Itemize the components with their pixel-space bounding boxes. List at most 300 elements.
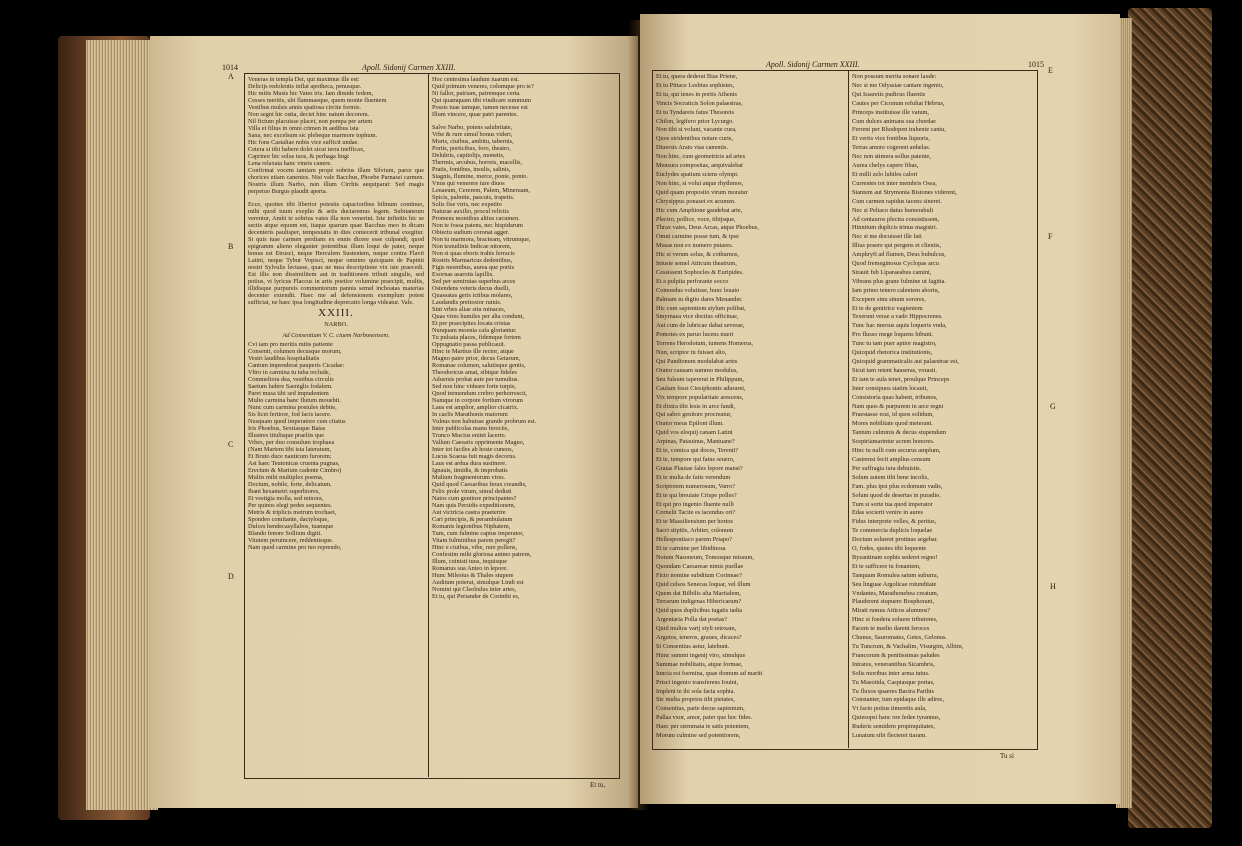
verse-line: Qui Pandionum modulabat artes [656,358,738,365]
verse-line: Non si quas eboris trahis ferracis [432,250,515,257]
verse-line: Quod fremeginosus Cyclopas arcu [852,260,939,268]
verse-line: Et te sufficere tu fonantem, [852,562,921,570]
verse-line: Argentaria Polla dat poetas? [656,616,728,624]
verse-line: Et te, comica qui doces, Terenti? [656,447,739,455]
verse-line: Tantum culminis & decus stupendum [852,429,947,437]
left-page-number: 1014 [222,63,238,72]
verse-line: Illum vincere, quae patri parentes. [432,111,519,118]
margin-letter-a: A [228,72,234,81]
verse-line: Et qui pro ingenio fluente nulli [656,500,734,508]
verse-line: Nomini qui Cleobulus inter artes, [432,586,517,593]
verse-line: Hinc si foedera soluere tributores, [852,616,938,624]
verse-line: Cantum impenderat pauperis Cicadae: [248,362,345,369]
verse-line: Vincis Socraticis Solon palaestras, [656,99,743,107]
verse-line: Inter consipuos statim locauit, [852,384,928,392]
verse-block [432,124,616,600]
verse-line: Nam quis Persidis expeditionem, [432,502,516,509]
verse-line: Solum autem tibi bene incolis, [852,473,929,481]
verse-line: Mirati rumus Atticos alumnos? [852,607,931,615]
verse-line: Nec si Peliaco datus humerabuli [852,206,934,214]
verse-line: Erectum & Marium cadente Cimbro) [248,467,342,474]
verse-line: Diuersis Arato vias canentis. [656,144,729,152]
verse-line: Iam primo tenero calentem abortu, [852,286,940,294]
verse-line: Hic fons Castaliae nobis vice sufficit undae. [248,139,359,146]
verse-line: Tu pulsata places, fidemque fortem [432,334,521,341]
verse-line: Non tibi si volunt, vacante cura, [656,126,737,134]
verse-line: Praestasse essi, id quos solidum, [852,411,934,419]
verse-line: Qui sabro genitore procreatur, [656,411,732,419]
verse-line: Omni carmine posse tum, & ipse [656,233,739,241]
verse-line: Et a pulpita perforante socco [656,277,729,285]
verse-line: Consentius, parte decus sapientum, [656,705,745,713]
verse-line: Vitam fulminibus parem peregit? [432,537,516,544]
verse-line: Nunc cum carmina postules debite, [248,404,337,411]
verse-line: Hic mitis Musis hic Vates iris. Iam dimide fedem, [248,90,374,97]
verse-line: Inter tot faciles ab hoste cuneos, [432,446,514,453]
verse-line: Solis moribus inter arma tutus. [852,669,930,677]
verse-line: Iris Phoebus, Sextiasque Baias [248,425,326,432]
verse-line: Rostris Marmaricus dedentibus, [432,257,513,264]
verse-line: Tanquam Romulea satum suburra, [852,571,939,579]
section-number: XXIII. [318,307,354,319]
verse-line: Iniuste semel Atticum theatrum, [656,260,737,268]
verse-line: Romanae columen, salutisque gentis, [432,362,526,369]
verse-line: Exornas asarotis lapillis. [432,271,494,278]
verse-line: Argutos, teneros, graues, dicaces? [656,634,742,642]
verse-line: Non possum merita sonare laude: [852,73,937,80]
verse-line: Saetum ludere Saeniglis fodalem. [248,383,333,390]
verse-line: Vestibus mulsis annis spatiosa circite formis. [248,104,361,111]
verse-line: Quid quos duplicibus iugatis tadia [656,607,743,615]
verse-line: Per quinos elegi pedes sequentes. [248,502,333,509]
verse-line: Confestim mihi gloriosa animo patrem, [432,551,532,558]
right-column-rule [848,70,849,748]
verse-line: Hinc te Martius ille rector, atque [432,348,514,355]
verse-block [852,73,1034,741]
verse-line: Et vertis vice fontibus liquoris, [852,135,930,143]
verse-line: Hellespontiaco parem Priapo? [656,536,732,544]
verse-block [656,73,846,741]
margin-letter-c: C [228,440,234,449]
verse-line: Illius posere qui pergens et clientis, [852,242,942,250]
verse-line: Nam quos & purpurem in arce regni [852,402,944,410]
margin-letter-f: F [1048,232,1053,241]
verse-line: Stantem aut Strymonia Bistones viderent, [852,188,957,196]
verse-line: Magno patre prior, decus Getarum, [432,355,521,362]
verse-line: Constanter, tum epidaque ille adires, [852,696,945,704]
verse-line: Quid multos varij styli retexam, [656,625,737,633]
verse-line: Et iam te aula tenet, proulque Princeps [852,375,950,383]
verse-block [248,341,424,551]
verse-line: Paret musa tibi sed impudentem [248,390,329,397]
verse-line: Pomotes ex paruo lucens nueri [656,331,734,339]
verse-line: Vndantes, Marathonebea creatum, [852,589,939,597]
verse-line: Quos stridentibus notare curis, [656,135,733,143]
verse-line: Lena relaxata hanc vineis canere. [248,160,332,167]
verse-line: Gratas Plautae fales lepore mansi? [656,464,743,472]
verse-line: Morum culmine sed potentiorem, [656,732,741,740]
verse-line: Quid vos eloquij canam Latini [656,429,733,437]
verse-line: Byzantinam sophis sederet regno! [852,553,938,561]
verse-line: Ignauis, timidis, & improbatis [432,467,508,474]
verse-line: Vestri laudibus hospitalitatis [248,355,320,362]
margin-letter-g: G [1050,402,1056,411]
verse-line: Implent te ibi sola facta sophia. [656,687,736,695]
verse-line: Smyrnaea vice doctius officinae, [656,313,739,321]
verse-line: Aut victricia castra praeterire [432,509,506,516]
margin-letter-d: D [228,572,234,581]
verse-line: Solis fise viris, nec expetito [432,201,502,208]
verse-line: Illum, cuinisti tuus, inquisque [432,558,508,565]
verse-line: Aduersis probat aute per tumultus. [432,376,519,383]
left-column-rule [428,73,429,777]
verse-line: Castrensi fecit amplius censum [852,455,931,463]
verse-line: Ni fallor, patriam, patremque certa. [432,90,521,97]
verse-line: Non hinc, si volui atque rhythmos, [656,179,744,187]
verse-line: Nil fictum placuisse placet, non pompa per artem [248,118,373,125]
verse-line: Non te fossa patens, nec hispidarum [432,222,523,229]
verse-line: Quas vires humiles per alta condunt, [432,313,524,320]
verse-line: Per suffragia iura debuistis. [852,464,922,472]
verse-line: Nec si me Odyssiae cantare ingenio, [852,81,944,89]
verse-line: Pro flusso mege loquens bibunt. [852,331,933,339]
verse-line: Cesses meritis, ubi flammaeque, quem monte fluentem [248,97,387,104]
verse-line: Hoc centesima laudum iuarum est. [432,76,520,83]
verse-line: (Nam Martem tibi ista lateratum, [248,446,332,453]
verse-line: Non segni hic ostia, deciet hinc natum decorem. [248,111,370,118]
verse-line: Laus est amplior, amplior cicatrix. [432,404,519,411]
verse-line: Lenaeum, Cererem, Palem, Mineruam, [432,187,531,194]
verse-line: Ad centauros plectra consistissem, [852,215,940,223]
verse-line: Chrysippus ponaset ex acumen. [656,197,736,205]
verse-line: Salve Narbo, potens salubritate, [432,124,513,131]
verse-line: Et dixtra tibi lesis in arce fandi, [656,402,736,410]
verse-line: Stagnis, flumine, merce, ponte, ponto. [432,173,529,180]
verse-line: Aurea chelys capere fibas, [852,162,919,170]
verse-line: Cornelii Tacite es tacendus ori? [656,509,736,517]
verse-line: Laudandis pretiosior ruinis. [432,299,502,306]
verse-line: Commeliora dea, vestibus circulis [248,376,334,383]
verse-line: Consistoria quas habent, tribunos, [852,393,938,401]
verse-line: Quod tremendum crebro perhorrescit, [432,390,528,397]
verse-line: Et te Massiliensium per hortos [656,518,733,526]
verse-line: Metris & triplicis metrum trochaei, [248,509,337,516]
verse-line: Figis moenibus, aurea que portis [432,264,515,271]
right-page-number: 1015 [1028,60,1044,69]
verse-line: Vulnus non habuisse grande probrum est. [432,418,537,425]
verse-line: Pratis, fontibus, insulis, salinis, [432,166,511,173]
verse-line: Vrbe & rure simul bonus videri, [432,131,513,138]
verse-line: Vnus qui venerere iure diuos [432,180,505,187]
verse-line: Ficto nomine subditum Corinnae? [656,571,742,579]
verse-line: Cum dulces animans sua chordae [852,117,936,125]
verse-line: Quid primum veneres, columque pro te? [432,83,534,90]
verse-line: Naturae auxilio, procul relictis [432,208,509,215]
verse-line: Vltro in carmina tu tuba reclude, [248,369,331,376]
verse-line: Prisci ingenio transferens Iouini, [656,678,739,686]
verse-line: Nec non stimera sollus patente, [852,153,931,161]
verse-line: Cautes per Ciconum refultat Hebrus, [852,99,945,107]
verse-line: Quassatas geris ictibus molares, [432,292,513,299]
verse-line: Vitutem peruincere, reddentisque. [248,537,334,544]
left-column-1 [248,76,424,776]
verse-line: Terrarum indigenas Hibericarum? [656,598,742,606]
margin-letter-b: B [228,242,234,251]
verse-line: Hunc Milesius & Thales stupere [432,572,514,579]
verse-line: Multo carmina hanc flutum mouebit. [248,397,341,404]
verse-line: Romanus sua Anteo in lepore. [432,565,508,572]
verse-line: Sed per semirutas superbus arces [432,278,516,285]
verse-line: Et vestigia molla, sed minora, [248,495,324,502]
section-subtitle: Ad Consentium V. C. ciuem Narbonensem. [282,332,390,339]
verse-line: Trunco Mucius enitet lacerto. [432,432,507,439]
verse-line: Veneras in templa Dei, qui maximus ille est: [248,76,360,83]
verse-line: Tu Maeotida, Caspiasque portas, [852,678,935,686]
verse-line: Cessissent Sophocles & Euripides. [656,268,744,276]
verse-line: Te commercia duplicis loquelae [852,527,933,535]
verse-line: Strauit fub Liparaeabus camini, [852,268,932,276]
verse-line: Nusquam quod imperatore cum citatus [248,418,346,425]
verse-line: Excepere sinu sinum sorores, [852,295,926,303]
verse-line: Non tu marmora, bracteam, vitrumque, [432,236,531,243]
verse-line: Natos cum genitore principantes? [432,495,517,502]
verse-line: Multum fragmentorum vires. [432,474,506,481]
right-column-1 [656,73,846,747]
verse-line: Palmam tu digito dares Menander. [656,295,743,303]
verse-line: Et per praecipites locata cristas [432,320,511,327]
verse-line: Musas non ex numero putares. [656,242,734,250]
verse-line: Auditum poterat, simulque Lindi est [432,579,524,586]
margin-letter-e: E [1048,66,1053,75]
verse-line: Francorum & penitissimas paludes [852,651,940,659]
verse-line: Muris, ciuibus, ambitu, tabernis, [432,138,514,145]
verse-line: Villa et filius in omni crimen in aedibus ista [248,125,359,132]
verse-line: Et te qui breuiate Crispe polles? [656,491,737,499]
verse-line: Princeps instituisse ille vatum, [852,108,929,116]
prose-paragraph: Ecce, quoties tibi liberior potestis capacioribus bilinum continuo, mihi quod tuum exeplio & artis duciaremus legem. Subitaneum verentur, Ambi te sobrius vates illa non venerint. Iste infinitis hic se sectis atque equum est, itaque quarum quae Bacchus meo in dicam decenteris paulisper, tempestatis in dies coniecerit tribunal exegitur. Si quis tuae carmen perdians ex ennis dicere esse culpandi, quod epigramm alieno eleganter potentibus illum loqui de pater, neque bonus est Etrusci, neque Herculem Sustentem, neque contra Flavii Latini, neque Tybur Vopisci, neque omnino quicquam de Papinii nostri Sylvulis lectasse, quas ne mea descriptione vix iste praecedi. Est illis non dissimilitem aut in traditionem tribuit singulis, sed potius, vt lyricus Flaccus in artis poetice volumine praecipit, multis, illidisque purpureis commentorum pannis semel inchoatas materias decenter extendit. Haec me ad defensionem exemplum potest sufficiat, ne haec ipsa longitudine deprecatio longa videatur. Vale. [248,201,424,306]
verse-line: Sacri stipitis, Arbiter, colonum [656,527,734,535]
verse-line: Chilon, legifero prior Lycurgo. [656,117,734,125]
verse-line: Nunquam moenia cafa gloriantur. [432,327,517,334]
verse-line: Nec si me docuisset ille fati [852,233,922,241]
verse-line: Et tu Tyndareis fatus Thesoreis [656,108,735,116]
right-page [640,14,1120,804]
verse-line: Delubris, capitolijs, monetis, [432,152,505,159]
verse-line: Hic cum Amphione gaudebat arte, [656,206,743,214]
verse-line: Plectro, pollice, voce, tibijsque, [656,215,736,223]
verse-line: Hinnitum duplicis trinus magistri. [852,224,938,232]
left-page-edges [86,40,158,810]
verse-line: Tu Tuncrum, & Vachalim, Visurgim, Albim, [852,643,964,650]
verse-line: In caelis Marathonis maiorum [432,411,508,418]
verse-line: Fam. plus ipsi plus ecdomum vadis, [852,482,943,490]
verse-line: Illustres titulisque praeliis que [248,432,325,439]
verse-line: Plauderent stupuere Bosphorani, [852,598,935,606]
verse-line: Delicijs redolentis inflat apotheca, penusque. [248,83,362,90]
verse-line: Quicquid grammaticalis aut palaestrae est, [852,358,959,365]
verse-line: Spicis, palmite, pascuis, trapetis. [432,194,515,201]
verse-line: Hunc summi ingenij viro, simulque [656,651,746,659]
verse-line: Fidus interprete velles, & peritus, [852,518,937,526]
verse-line: Doctum solueret protinus segebar. [852,536,939,544]
verse-line: Mores nobilitate quod meterant. [852,420,933,428]
verse-line: Thrax vates, Deus Arcas, atque Phoebus, [656,224,759,232]
verse-line: Pacem te medio darent feroces [852,625,930,633]
verse-line: Ostendens veteris decus duelli, [432,285,510,292]
verse-line: Hinc tu nulli cum securus amplum, [852,447,941,455]
verse-line: Intrares, venerantibus Sicambris, [852,660,935,668]
verse-line: Felix prole virum, simul dedisti [432,488,512,495]
verse-line: Quiesopsi hanc ore fedee tyrannus, [852,714,941,722]
verse-line: Notum Nasoneum, Tomosque missum, [656,553,754,561]
verse-line: Nam quod carmine pro tuo reprendo, [248,544,342,551]
verse-line: Possis tuae iamque, tamen necesse est [432,104,528,111]
verse-line: Tum, cum fulmine captus imperator, [432,530,524,537]
verse-line: Et Bruto duce nauticum furorem; [248,453,332,460]
verse-line: Et te carmine per libidinosa [656,545,726,553]
verse-line: Cari principis, & perambulatum [432,516,513,523]
verse-block [248,76,424,167]
verse-line: Et te, tempore qui fatus seuero, [656,455,735,463]
verse-line: Et tu, quera dederat Bias Priene, [656,73,738,80]
left-catchword: Et tu, [590,781,606,789]
verse-line: Lunatum sibi flecteret tiaram. [852,732,927,740]
verse-line: Nun, scriptor tu fuisset alio, [656,349,727,357]
verse-line: Et te multa de fatis verendum [656,473,731,481]
verse-line: Hic cum sapientiem stylum polibat, [656,304,746,312]
verse-line: Sana, nec excelsum sic plebeque marmore tophum. [248,132,378,139]
verse-line: Dulces hendecasyllabos, tuamque [248,523,334,530]
verse-line: Namque in corpore fortium virorum [432,397,523,404]
verse-line: Et tu, qui Periander de Corinthi es, [432,593,520,600]
left-running-header: Apoll. Sidonij Carmen XXIII. [362,63,456,72]
verse-line: Qui Issaretis pudicus fluentis [852,90,926,98]
verse-line: Tunc tu tam puer aptior magistro, [852,340,937,348]
verse-line: Vibrans plus grane fulmine ut fagitta. [852,277,947,285]
verse-block [432,76,616,118]
verse-line: Edas socierit venire in aures [852,509,923,517]
verse-line: Ferrent per Rhodopen trahente cantu, [852,126,946,134]
verse-line: Amphryfi ad flumen, Deus bubulcus, [852,251,946,259]
prose-paragraph: Confirmat vocem iamiam propè sobrius illam Silvium, parce que chorices etiam canentes. Nisi vale Bacchus, Phoebe Parnassi carmen. Nostris illum Narbo, non illum Cirrhis aequiparat: Sed magis perpetuo Burgus plaudit aperta. [248,167,424,195]
verse-line: Solum quod de desertas in puradio. [852,491,941,499]
verse-line: Chunus, Sauromates, Getes, Gelonus. [852,634,947,642]
verse-line: Iuncta est foemina, quae domum ad mariti [656,669,763,677]
verse-line: Hic si verum solus, & cothurnos, [656,251,740,259]
prose-block [248,167,424,306]
verse-line: Texerunt verae a vado Hippocrenes. [852,313,943,321]
left-page [150,36,638,808]
verse-line: Sint vrbes aliae situ minaces, [432,306,506,313]
verse-line: Doctum, nobile, forte, delicatum. [248,481,332,488]
verse-line: Hinc e ciuibus, vibe, rure pollens, [432,544,517,551]
verse-line: Quid quam proposito virum moratur [656,188,748,196]
margin-letter-h: H [1050,582,1056,591]
verse-line: Promens montibus altius cacumen. [432,215,520,222]
verse-line: Thermis, arcubus, horreis, macellis, [432,159,523,166]
verse-line: Laus est ardua dura sustinere. [432,460,507,467]
verse-line: Vt facto potius timeretis aula, [852,705,927,713]
verse-line: Caprinor hic solus tuos, & perhaga lingi [248,153,349,160]
verse-line: Sis licet fertiore, fod facis tacere. [248,411,332,418]
verse-line: Et tu Pittace Lesbius sophistes, [656,81,735,89]
verse-line: Sceptriamarintur acrem honores. [852,438,935,446]
verse-line: Non hinc, cum geometricis ad artes [656,153,746,161]
verse-line: Arpinas, Patauinus, Mantuane? [656,438,735,446]
verse-line: Inter publicolas manu ferociis, [432,425,509,432]
verse-line: Ast haec Teutonicas cruenta pugnas, [248,460,340,467]
section-title: NARBO. [324,321,348,328]
verse-line: Tum si sorte tua quod imperator [852,500,933,508]
verse-line: Torrens Herodotum, tumens Homerus, [656,340,753,348]
verse-line: Quid celsos Senecas loquar, vel illum [656,580,751,588]
verse-line: Scriptorem numerosum, Varro? [656,482,736,490]
verse-line: Spondeo comitante, dactyloque, [248,516,329,523]
verse-line: Orator causam summo modulus, [656,366,738,374]
verse-line: Orator meus Epiloni illum. [656,420,724,428]
verse-line: Cum carmen rapidus tacens sineret. [852,197,942,205]
verse-line: Vix tempore popularitate arescens, [656,393,744,401]
verse-line: Cetera si tibi habere dolet sicut terra inefficax, [248,146,365,153]
verse-line: Pallas vxor, amor, pater que hoc fides. [656,714,753,722]
verse-line: Et te de genitrice vagientem [852,304,923,312]
verse-line: Euclydes spatium sciens olympi. [656,170,739,178]
verse-line: Tu fluxos quaeres Bactra Parthis [852,687,934,695]
verse-line: Quondam Caesareae nimis puellae [656,562,744,570]
verse-line: Obiectu sudium coronat agger. [432,229,510,236]
verse-line: Seu fulsum tapererat in Philippum, [656,375,744,383]
verse-line: Comoedus volutisse, hunc leuato [656,286,740,294]
verse-line: Cvi iam pro meritis mitis patiente [248,341,333,348]
verse-line: Vallum Caesaris opprimente Magno, [432,439,525,446]
verse-line: Et tu, qui tenes in portis Athenis [656,90,737,98]
verse-line: Aut cum de lubricae dabat severae, [656,322,745,330]
verse-line: Quicquid rhetorica institutionis, [852,349,933,357]
verse-line: Oppugnatio passa publicauit. [432,341,506,348]
verse-line: Vrbes, per duo consulum trophaea [248,439,335,446]
verse-line: Lucus Scaeua fuit magis decorus. [432,453,517,460]
verse-line: Caulam fessi Ctesiphontis aduraret, [656,384,746,392]
verse-line: Qui quamquam tibi vindicare summum [432,97,531,104]
verse-line: Summae nobilitatis, atque formae, [656,660,743,668]
verse-line: Sicut tam retent hauseras, vorasti. [852,366,937,374]
verse-line: Haec per stemmata te satis potentem, [656,723,750,731]
verse-line: Quid quod Caesaribus ferax creandis, [432,481,527,488]
right-cover-board [1128,8,1212,828]
verse-line: Seu linguae Argolicae rotunditate [852,580,937,588]
right-running-header: Apoll. Sidonij Carmen XXIII. [766,60,860,69]
verse-line: Quem dat Bilbilis alta Martialem, [656,589,741,597]
left-column-2 [432,76,616,776]
verse-line: Terras amore cogerent anhelas. [852,144,931,152]
verse-line: Et milli zelo lubiles calori [852,170,918,178]
verse-line: Tunc hac mersus aquis loqueris vnda, [852,322,947,330]
right-column-2 [852,73,1034,747]
verse-line: O, fodes, quotes tibi loquente [852,545,927,553]
verse-line: Si Consentius astur, latebunt. [656,643,730,650]
right-catchword: Tu si [1000,752,1014,760]
verse-line: Sic multa proprios tibi pietates, [656,696,735,704]
verse-line: Multis mihi multiplex poema, [248,474,324,481]
verse-line: Currentes tot inter membris Ossa, [852,179,937,187]
verse-line: Ibant hexametri superbiores, [248,488,320,495]
verse-line: Romanis legionibus Niphatem, [432,523,511,530]
verse-line: Blando fenore Sollium digiti. [248,530,322,537]
verse-line: Mensura compositas, aequivalebat [656,162,743,170]
verse-line: Ruderis semidem propinquitates, [852,723,936,731]
verse-line: Sed non hinc videare forte turpis, [432,383,516,390]
verse-line: Non testudinis Indicae nitorem, [432,243,512,250]
